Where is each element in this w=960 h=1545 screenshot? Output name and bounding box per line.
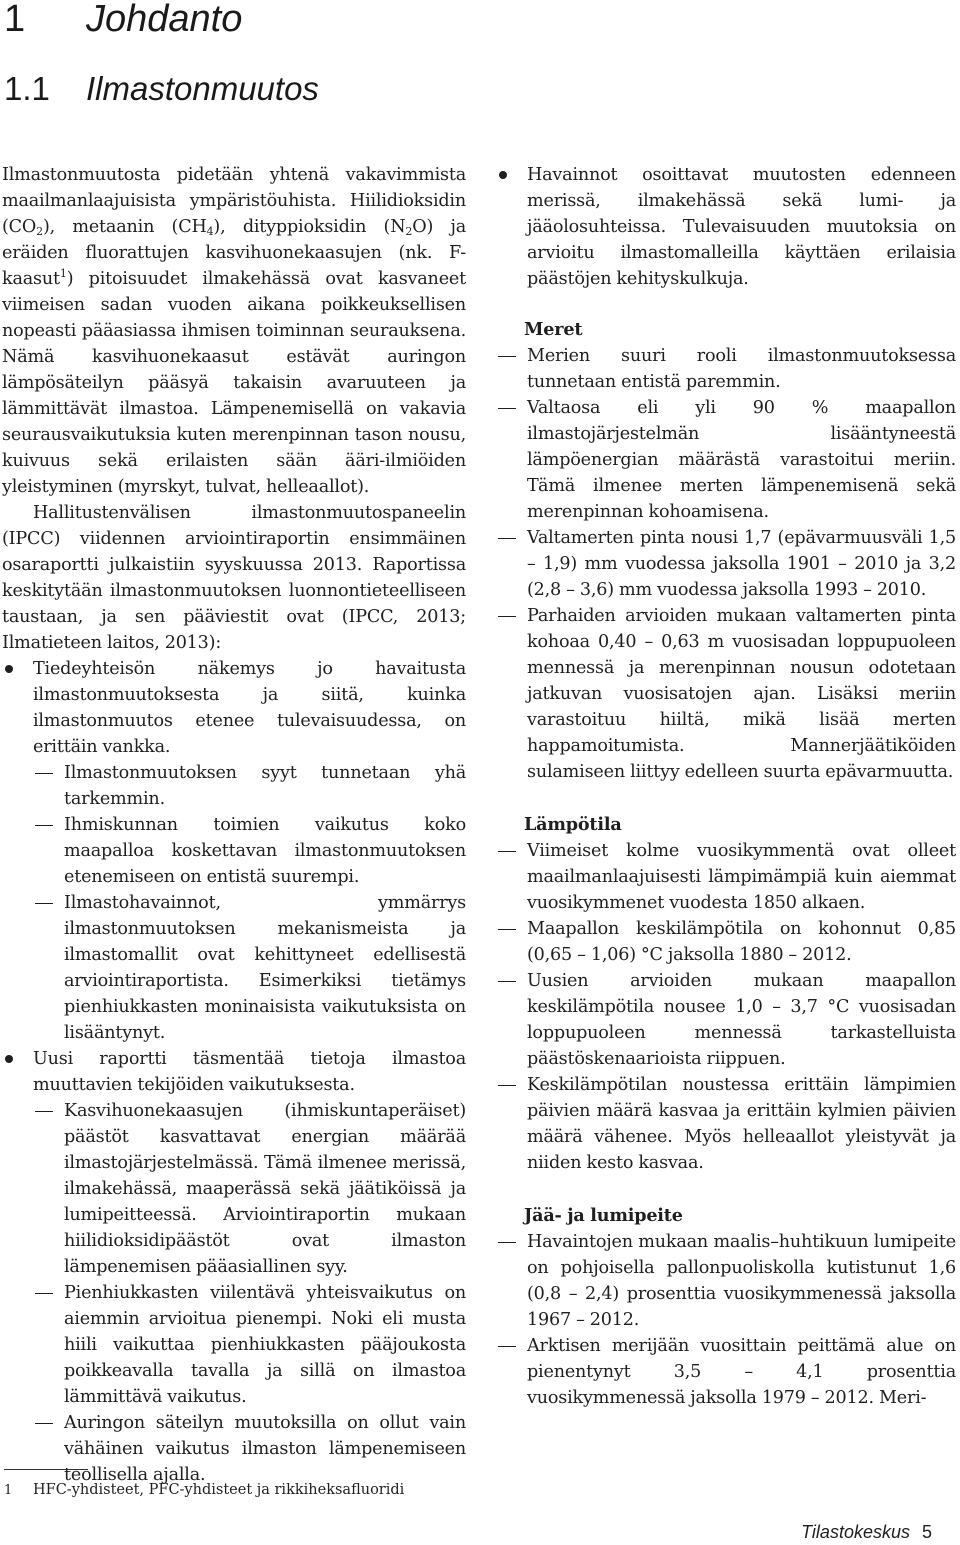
sub-list (33, 1098, 466, 1488)
dash-item: Arktisen merijään vuosittain peittämä alue on pienentynyt 3,5 – 4,1 prosenttia vuosikymmenessä jaksolla 1979 – 2012. Meri- (496, 1333, 956, 1411)
sub-list (33, 760, 466, 1046)
dash-item: Parhaiden arvioiden mukaan valtamerten pinta kohoaa 0,40 – 0,63 m vuosisadan loppupuoleen mennessä ja merenpinnan nousun odotetaan jatkuvan vuosisatojen ajan. Lisäksi meriin varastoituu hiiltä, mikä lisää merten happamoitumista. Mannerjäätiköiden sulamiseen liittyy edelleen suurta epävarmuutta. (496, 603, 956, 785)
left-column (2, 162, 466, 1488)
dash-item: Auringon säteilyn muutoksilla on ollut vain vähäinen vaikutus ilmaston lämpenemiseen teollisella ajalla. (33, 1410, 466, 1488)
intro-paragraph: Ilmastonmuutosta pidetään yhtenä vakavimmista maailmanlaajuisista ympäristöuhista. Hiilidioksidin $(CO_2)$, metaanin $(CH_4)$, dityppioksidin $(N_2O)$ ja eräiden fluorattujen kasvihuonekaasujen (nk. F-kaasut$^1$) pitoisuudet ilmakehässä ovat kasvaneet viimeisen sadan vuoden aikana poikkeuksellisen nopeasti pääasiassa ihmisen toiminnan seurauksena. Nämä kasvihuonekaasut estävät auringon lämpösäteilyn pääsyä takaisin avaruuteen ja lämmittävät ilmastoa. Lämpenemisellä on vakavia seurausvaikutuksia kuten merenpinnan tason nousu, kuivuus sekä erilaisten sään ääri-ilmiöiden yleistyminen (myrskyt, tulvat, helleaallot). (2, 165, 466, 497)
jaa-lumipeite-list (496, 1229, 956, 1411)
bullet-item: Tiedeyhteisön näkemys jo havaitusta ilmastonmuutoksesta ja siitä, kuinka ilmastonmuutos etenee tulevaisuudessa, on erittäin vankka. Ilmastonmuutoksen syyt tunnetaan yhä tarkemmin. Ihmiskunnan toimien vaikutus koko maapalloa koskettavan ilmastonmuutoksen etenemiseen on entistä suurempi. Ilmastohavainnot, ymmärrys ilmastonmuutoksen mekanismeista ja ilmastomallit ovat kehittyneet edellisestä arviointiraportista. Esimerkiksi tietämys pienhiukkasten moninaisista vaikutuksista on lisääntynyt. (2, 656, 466, 1046)
lampotila-list (496, 838, 956, 1176)
ipcc-paragraph: Hallitustenvälisen ilmastonmuutospaneelin (IPCC) viidennen arviointiraportin ensimmäinen osaraportti julkaistiin syyskuussa 2013. Raportissa keskitytään ilmastonmuutoksen luonnontieteelliseen taustaan, ja sen pääviestit ovat (IPCC, 2013; Ilmatieteen laitos, 2013): (2, 503, 466, 653)
dash-item: Havaintojen mukaan maalis–huhtikuun lumipeite on pohjoisella pallonpuoliskolla kutistunut 1,6 (0,8 – 2,4) prosenttia vuosikymmenessä jaksolla 1967 – 2012. (496, 1229, 956, 1333)
meret-list (496, 343, 956, 785)
bullet-item: Uusi raportti täsmentää tietoja ilmastoa muuttavien tekijöiden vaikutuksesta. Kasvihuonekaasujen (ihmiskuntaperäiset) päästöt kasvattavat energian määrää ilmastojärjestelmässä. Tämä ilmenee merissä, ilmakehässä, maaperässä sekä jäätiköissä ja lumipeitteessä. Arviointiraportin mukaan hiilidioksidipäästöt ovat ilmaston lämpenemisen pääasiallinen syy. Pienhiukkasten viilentävä yhteisvaikutus on aiemmin arvioitua pienempi. Noki eli musta hiili vaikuttaa pienhiukkasten pääjoukosta poikkeavalla tavalla ja sillä on ilmastoa lämmittävä vaikutus. Auringon säteilyn muutoksilla on ollut vain vähäinen vaikutus ilmaston lämpenemiseen teollisella ajalla. (2, 1046, 466, 1488)
key-messages-list-continued (496, 162, 956, 292)
footnote-marker: 1 (59, 267, 67, 280)
key-messages-list (2, 656, 466, 1488)
publisher-name: Tilastokeskus (801, 1522, 910, 1542)
subsection-heading-jaa-lumipeite: Jää- ja lumipeite (524, 1205, 683, 1226)
chapter-title: Johdanto (86, 0, 243, 40)
dash-item: Keskilämpötilan noustessa erittäin lämpimien päivien määrä kasvaa ja erittäin kylmien päivien määrä vähenee. Myös helleaallot yleistyvät ja niiden kesto kasvaa. (496, 1072, 956, 1176)
dash-item: Ilmastonmuutoksen syyt tunnetaan yhä tarkemmin. (33, 760, 466, 812)
dash-item: Ihmiskunnan toimien vaikutus koko maapalloa koskettavan ilmastonmuutoksen etenemiseen on entistä suurempi. (33, 812, 466, 890)
footnote-number: 1 (4, 1483, 13, 1498)
dash-item: Merien suuri rooli ilmastonmuutoksessa tunnetaan entistä paremmin. (496, 343, 956, 395)
right-column (496, 162, 956, 1411)
dash-item: Maapallon keskilämpötila on kohonnut 0,85 (0,65 – 1,06) °C jaksolla 1880 – 2012. (496, 916, 956, 968)
chapter-heading (4, 0, 242, 41)
dash-item: Ilmastohavainnot, ymmärrys ilmastonmuutoksen mekanismeista ja ilmastomallit ovat kehittyneet edellisestä arviointiraportista. Esimerkiksi tietämys pienhiukkasten moninaisista vaikutuksista on lisääntynyt. (33, 890, 466, 1046)
dash-item: Valtamerten pinta nousi 1,7 (epävarmuusväli 1,5 – 1,9) mm vuodessa jaksolla 1901 – 2010 ja 3,2 (2,8 – 3,6) mm vuodessa jaksolla 1993 – 2010. (496, 525, 956, 603)
footnote-separator (4, 1469, 88, 1470)
dash-item: Uusien arvioiden mukaan maapallon keskilämpötila nousee 1,0 – 3,7 °C vuosisadan loppupuoleen mennessä tarkastelluista päästöskenaarioista riippuen. (496, 968, 956, 1072)
subsection-heading-meret: Meret (524, 319, 583, 340)
dash-item: Pienhiukkasten viilentävä yhteisvaikutus on aiemmin arvioitua pienempi. Noki eli musta hiili vaikuttaa pienhiukkasten pääjoukosta poikkeavalla tavalla ja sillä on ilmastoa lämmittävä vaikutus. (33, 1280, 466, 1410)
page-footer (801, 1522, 932, 1543)
dash-item: Valtaosa eli yli 90 % maapallon ilmastojärjestelmän lisääntyneestä lämpöenergian määrästä varastoitui meriin. Tämä ilmenee merten lämpenemisenä sekä merenpinnan kohoamisena. (496, 395, 956, 525)
section-heading (4, 70, 319, 108)
section-number: 1.1 (4, 70, 50, 107)
dash-item: Viimeiset kolme vuosikymmentä ovat olleet maailmanlaajuisesti lämpimämpiä kuin aiemmat vuosikymmenet vuodesta 1850 alkaen. (496, 838, 956, 916)
dash-item: Kasvihuonekaasujen (ihmiskuntaperäiset) päästöt kasvattavat energian määrää ilmastojärjestelmässä. Tämä ilmenee merissä, ilmakehässä, maaperässä sekä jäätiköissä ja lumipeitteessä. Arviointiraportin mukaan hiilidioksidipäästöt ovat ilmaston lämpenemisen pääasiallinen syy. (33, 1098, 466, 1280)
footnote (4, 1480, 404, 1501)
subsection-heading-lampotila: Lämpötila (524, 814, 622, 835)
bullet-item: Havainnot osoittavat muutosten edenneen merissä, ilmakehässä sekä lumi- ja jääolosuhteissa. Tulevaisuuden muutoksia on arvioitu ilmastomalleilla käyttäen erilaisia päästöjen kehityskulkuja. (496, 162, 956, 292)
page-number: 5 (921, 1522, 932, 1542)
section-title: Ilmastonmuutos (86, 70, 319, 107)
footnote-text: HFC-yhdisteet, PFC-yhdisteet ja rikkiheksafluoridi (33, 1482, 405, 1498)
chapter-number: 1 (4, 0, 26, 40)
